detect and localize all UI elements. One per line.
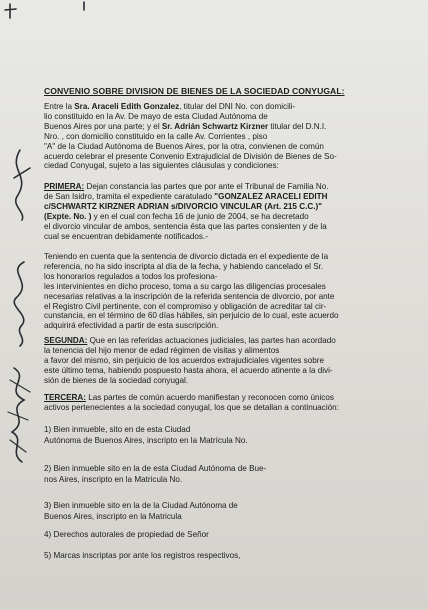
margin-signature-2 — [14, 262, 24, 346]
document-title: CONVENIO SOBRE DIVISION DE BIENES DE LA SOCIEDAD CONYUGAL: — [44, 86, 345, 96]
asset-item-3: 3) Bien inmueble sito en la de la Ciudad Autónoma de Buenos Aires, inscripto en la Matricula — [44, 501, 238, 521]
clause-primera: PRIMERA: Dejan constancia las partes que por ante el Tribunal de Familia No. de San Isidro, tramita el expediente caratulado "GONZALEZ ARACELI EDITH c/SCHWARTZ KIRZNER ADRIAN s/DIVORCIO VINCULAR (Art. 215 C.C.)" (Expte. No. ) y en el cual con fecha 16 de junio de 2004, se ha decretado el divorcio vincular de ambos, sentencia ésta que las partes consienten y de la cual se encuentran debidamente notificados.- — [44, 182, 329, 241]
top-corner-mark — [5, 4, 16, 18]
text-line: "A" de la Ciudad Autónoma de Buenos Aires, por la otra, convienen de común — [44, 141, 324, 151]
text-line: lio constituido en la Av. De mayo de esta Ciudad Autónoma de — [44, 111, 268, 121]
text-line: Buenos Aires por una parte; y el Sr. Adrián Schwartz Kirzner titular del D.N.I. — [44, 121, 327, 131]
text-line: ciedad Conyugal, sujeto a las siguientes cláusulas y condiciones: — [44, 161, 279, 171]
text-line: acuerdo celebrar el presente Convenio Extrajudicial de División de Bienes de So- — [44, 151, 337, 161]
clause-tercera: TERCERA: Las partes de común acuerdo manifiestan y reconocen como únicos activos pertenecientes a la sociedad conyugal, los que se detallan a continuación: — [44, 393, 339, 412]
clause-segunda: SEGUNDA: Que en las referidas actuaciones judiciales, las partes han acordado la tenencia del hijo menor de edad régimen de visitas y alimentos a favor del mismo, sin perjuicio de los acuerdos extrajudiciales vigentes sobre este último tema, habiendo pospuesto hasta ahora, el acuerdo atinente a la divi- sión de bienes de la sociedad conyugal. — [44, 336, 336, 385]
margin-signature-4 — [8, 380, 30, 452]
text-line: Nro. , con domicilio constituido en la calle Av. Corrientes , piso — [44, 131, 268, 141]
clause-heading: TERCERA: — [44, 393, 86, 402]
text-line: Entre la Sra. Araceli Edith Gonzalez, titular del DNI No. con domicili- — [44, 102, 296, 111]
margin-signature-1 — [14, 150, 30, 220]
clause-heading: SEGUNDA: — [44, 336, 88, 345]
asset-item-4: 4) Derechos autorales de propiedad de Señor — [44, 530, 209, 539]
paragraph-inscripcion: Teniendo en cuenta que la sentencia de divorcio dictada en el expediente de la referencia, no ha sido inscripta al día de la fecha, y habiendo cancelado el Sr. los honorarios regulados a todos los profesiona- les intervinientes en dicho proceso, toma a su cargo las diligencias procesales necesarias relativas a la inscripción de la referida sentencia de divorcio, por ante el Registro Civil pertinente, con el compromiso y obligación de acreditar tal cir- cunstancia, en el término de 60 días hábiles, sin perjuicio de lo cual, este acuerdo adquirirá efectividad a partir de esta suscripción. — [44, 252, 339, 331]
intro-paragraph — [44, 102, 416, 171]
asset-item-1: 1) Bien inmueble, sito en de esta Ciudad Autónoma de Buenos Aires, inscripto en la Matrícula No. — [44, 425, 248, 445]
clause-heading: PRIMERA: — [44, 182, 85, 191]
asset-item-2: 2) Bien inmueble sito en la de esta Ciudad Autónoma de Bue- nos Aires, inscripto en la Matricula No. — [44, 464, 267, 484]
asset-item-5: 5) Marcas inscriptas por ante los registros respectivos, — [44, 551, 241, 560]
